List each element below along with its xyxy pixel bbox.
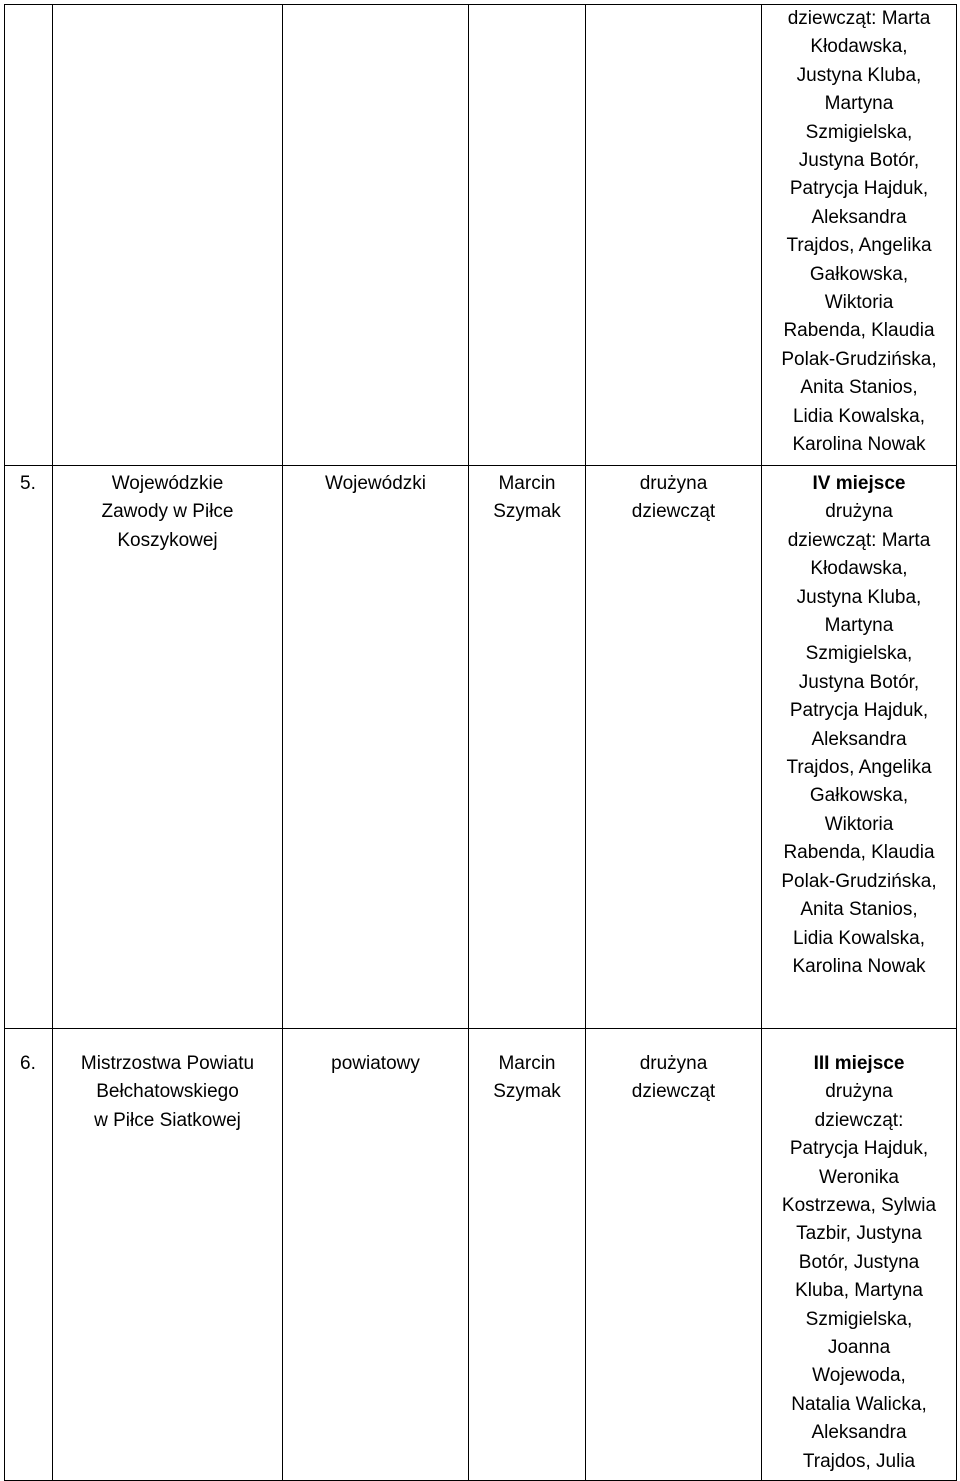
result-line: Gałkowska, — [809, 263, 909, 285]
result-line: Kłodawska, — [810, 558, 908, 580]
category-line: dziewcząt — [631, 501, 716, 523]
result-line: Trajdos, Angelika — [786, 235, 932, 257]
competition-line: Wojewódzkie — [111, 473, 224, 494]
result-line: Polak-Grudzińska, — [781, 348, 937, 370]
table-row-5 — [5, 466, 957, 1029]
result-line: Justyna Kluba, — [796, 586, 922, 608]
result-line: dziewcząt: Marta — [787, 8, 931, 29]
cell-category-empty — [586, 5, 762, 466]
result-line: Szmigielska, — [805, 1308, 913, 1330]
cell-level — [283, 466, 469, 1029]
category-line: drużyna — [639, 473, 708, 494]
place-label: IV miejsce — [812, 473, 906, 494]
cell-category — [586, 466, 762, 1029]
cell-nr-empty — [5, 5, 53, 466]
competition-line: w Piłce Siatkowej — [94, 1109, 241, 1131]
competition-line: Koszykowej — [117, 529, 218, 551]
result-line: Joanna — [827, 1337, 891, 1359]
result-line: Wiktoria — [824, 813, 894, 835]
result-line: Anita Stanios, — [800, 377, 918, 399]
cell-category — [586, 1029, 762, 1481]
result-line: Aleksandra — [811, 728, 907, 750]
result-line: Rabenda, Klaudia — [783, 320, 935, 342]
result-line: Szmigielska, — [805, 121, 913, 143]
result-line: Lidia Kowalska, — [792, 927, 926, 949]
category-line: drużyna — [639, 1053, 708, 1074]
cell-nr — [5, 466, 53, 1029]
teacher-line: Szymak — [493, 501, 561, 523]
result-line: Natalia Walicka, — [791, 1393, 927, 1415]
result-line: Justyna Botór, — [798, 671, 920, 693]
result-line: Trajdos, Julia — [802, 1450, 916, 1472]
place-label: III miejsce — [813, 1053, 905, 1074]
cell-competition-empty — [53, 5, 283, 466]
result-line: Trajdos, Angelika — [786, 757, 932, 779]
result-line: Anita Stanios, — [800, 899, 918, 921]
result-line: Patrycja Hajduk, — [789, 178, 929, 200]
level-text: Wojewódzki — [324, 473, 427, 494]
result-line: Justyna Botór, — [798, 150, 920, 172]
row-number: 5. — [20, 473, 36, 494]
cell-level-empty — [283, 5, 469, 466]
cell-competition — [53, 466, 283, 1029]
cell-level — [283, 1029, 469, 1481]
result-line: Wojewoda, — [812, 1365, 906, 1387]
result-line: Kostrzewa, Sylwia — [781, 1195, 937, 1217]
result-line: drużyna — [825, 501, 893, 523]
result-line: Justyna Kluba, — [796, 64, 922, 86]
result-line: Aleksandra — [811, 1422, 907, 1444]
result-line: Rabenda, Klaudia — [783, 842, 935, 864]
teacher-line: Szymak — [493, 1081, 561, 1103]
row-number: 6. — [20, 1053, 36, 1074]
result-line: Kłodawska, — [810, 36, 908, 58]
result-line: Gałkowska, — [809, 785, 909, 807]
result-line: Szmigielska, — [805, 643, 913, 665]
cell-teacher-empty — [469, 5, 586, 466]
result-line: Karolina Nowak — [792, 955, 926, 977]
result-line: Patrycja Hajduk, — [789, 1138, 929, 1160]
result-line: Karolina Nowak — [792, 434, 926, 456]
result-line: dziewcząt: Marta — [787, 529, 931, 551]
result-line: Wiktoria — [824, 292, 894, 314]
competition-line: Mistrzostwa Powiatu — [80, 1053, 255, 1074]
cell-teacher — [469, 466, 586, 1029]
cell-competition — [53, 1029, 283, 1481]
result-line: Lidia Kowalska, — [792, 405, 926, 427]
result-line: Aleksandra — [811, 206, 907, 228]
result-line: drużyna — [825, 1081, 893, 1103]
result-line: Martyna — [824, 615, 894, 637]
table-row-6 — [5, 1029, 957, 1481]
teacher-line: Marcin — [498, 1053, 556, 1074]
category-line: dziewcząt — [631, 1081, 716, 1103]
result-line: Botór, Justyna — [798, 1251, 920, 1273]
teacher-line: Marcin — [498, 473, 556, 494]
result-line: Weronika — [819, 1166, 899, 1188]
cell-teacher — [469, 1029, 586, 1481]
result-line: Kluba, Martyna — [795, 1280, 923, 1302]
cell-result — [762, 1029, 957, 1481]
result-line: Martyna — [824, 93, 894, 115]
cell-nr — [5, 1029, 53, 1481]
result-line: dziewcząt: — [814, 1109, 904, 1131]
result-line: Tazbir, Justyna — [796, 1223, 922, 1245]
cell-result — [762, 466, 957, 1029]
table-row-continued — [5, 5, 957, 466]
competition-line: Bełchatowskiego — [96, 1081, 239, 1103]
result-line: Patrycja Hajduk, — [789, 700, 929, 722]
cell-result-continued — [762, 5, 957, 466]
results-table — [4, 4, 957, 1481]
result-line: Polak-Grudzińska, — [781, 870, 937, 892]
competition-line: Zawody w Piłce — [101, 501, 234, 523]
level-text: powiatowy — [331, 1053, 420, 1074]
